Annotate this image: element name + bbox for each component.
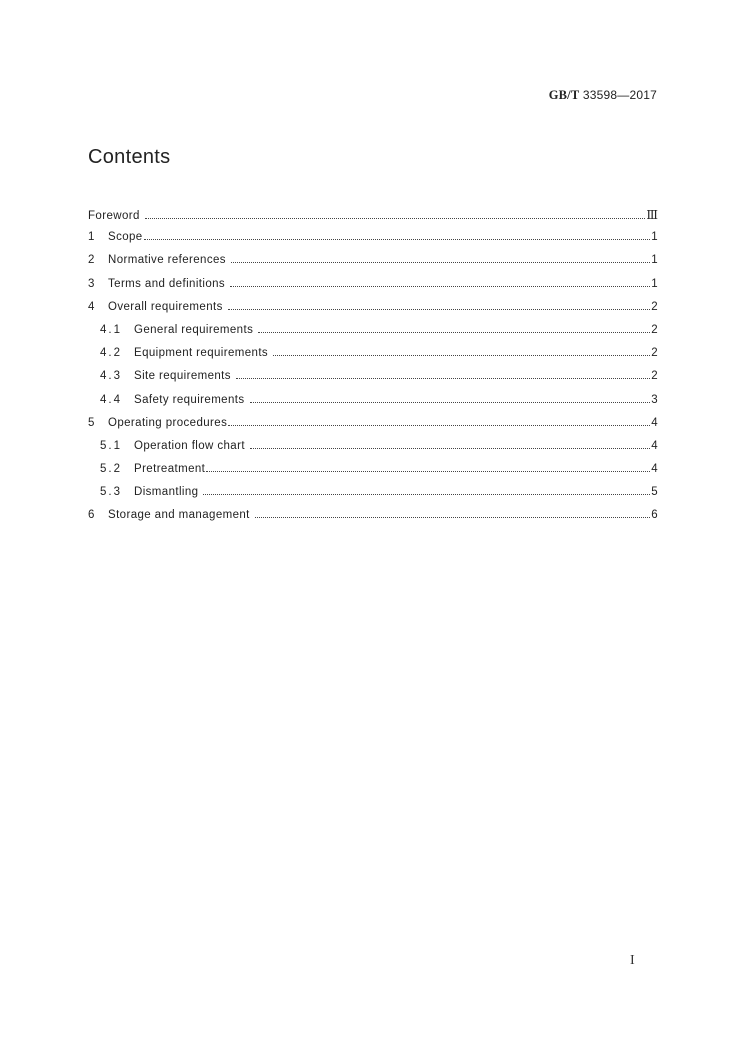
toc-entry-page: 5 xyxy=(651,486,658,499)
toc-entry-number: 5.2 xyxy=(100,463,122,476)
toc-entry-number: 4.4 xyxy=(100,393,122,406)
toc-entry-label: Overall requirements xyxy=(108,300,223,313)
toc-entry-number: 5.3 xyxy=(100,486,122,499)
dot-leader xyxy=(203,493,650,495)
toc-entry-label: Equipment requirements xyxy=(134,347,269,360)
toc-entry-5[interactable] xyxy=(88,417,658,440)
toc-entry-page: 2 xyxy=(651,347,658,360)
toc-entry-number: 5 xyxy=(88,416,95,429)
toc-entry-label: Terms and definitions xyxy=(108,277,226,290)
toc-entry-5-1[interactable] xyxy=(88,440,658,463)
toc-entry-number: 4.2 xyxy=(100,347,122,360)
dot-leader xyxy=(258,331,650,333)
dot-leader xyxy=(250,401,651,403)
toc-entry-page: 1 xyxy=(651,254,658,267)
toc-entry-number: 6 xyxy=(88,509,95,522)
dot-leader xyxy=(145,217,646,219)
toc-entry-1[interactable] xyxy=(88,231,658,254)
page-number: I xyxy=(630,953,635,968)
toc-entry-page: 2 xyxy=(651,300,658,313)
toc-entry-number: 5.1 xyxy=(100,439,122,452)
toc-entry-4[interactable] xyxy=(88,301,658,324)
toc-entry-number: 3 xyxy=(88,277,95,290)
dot-leader xyxy=(273,354,650,356)
toc-entry-page: 4 xyxy=(651,463,658,476)
toc-entry-number: 1 xyxy=(88,231,95,244)
dot-leader xyxy=(206,470,650,472)
standard-number: 33598—2017 xyxy=(582,88,657,102)
standard-prefix: GB/T xyxy=(548,88,580,102)
toc-entry-label: Pretreatment xyxy=(134,463,206,476)
toc-entry-label: Safety requirements xyxy=(134,393,245,406)
toc-entry-page: 6 xyxy=(651,509,658,522)
toc-entry-label: General requirements xyxy=(134,323,254,336)
toc-entry-label: Dismantling xyxy=(134,486,199,499)
dot-leader xyxy=(228,308,650,310)
toc-entry-page: 3 xyxy=(651,393,658,406)
toc-entry-foreword[interactable] xyxy=(88,208,658,231)
toc-entry-label: Scope xyxy=(108,231,143,244)
toc-entry-number: 4.3 xyxy=(100,370,122,383)
toc-entry-6[interactable] xyxy=(88,509,658,532)
toc-entry-2[interactable] xyxy=(88,254,658,277)
toc-entry-page: Ⅲ xyxy=(646,208,658,222)
toc-entry-label: Operation flow chart xyxy=(134,439,245,452)
toc-entry-label: Operating procedures xyxy=(108,416,228,429)
dot-leader xyxy=(250,447,650,449)
dot-leader xyxy=(228,424,650,426)
toc-entry-number: 4 xyxy=(88,300,95,313)
toc-entry-page: 2 xyxy=(651,323,658,336)
toc-entry-4-2[interactable] xyxy=(88,347,658,370)
toc-entry-number: 2 xyxy=(88,254,95,267)
toc-entry-label: Storage and management xyxy=(108,509,250,522)
page-title: Contents xyxy=(88,146,171,168)
toc-entry-number: 4.1 xyxy=(100,323,122,336)
toc-entry-4-1[interactable] xyxy=(88,324,658,347)
toc-entry-page: 4 xyxy=(651,416,658,429)
toc-entry-5-3[interactable] xyxy=(88,486,658,509)
toc-entry-4-3[interactable] xyxy=(88,370,658,393)
toc-entry-4-4[interactable] xyxy=(88,394,658,417)
dot-leader xyxy=(231,261,650,263)
toc-entry-label: Foreword xyxy=(88,210,140,222)
dot-leader xyxy=(255,516,650,518)
toc-entry-label: Site requirements xyxy=(134,370,231,383)
dot-leader xyxy=(144,238,651,240)
toc-entry-page: 1 xyxy=(651,277,658,290)
dot-leader xyxy=(236,377,650,379)
table-of-contents xyxy=(88,208,658,533)
standard-code xyxy=(549,88,657,103)
toc-entry-page: 4 xyxy=(651,439,658,452)
dot-leader xyxy=(230,285,650,287)
toc-entry-page: 2 xyxy=(651,370,658,383)
toc-entry-page: 1 xyxy=(651,231,658,244)
toc-entry-label: Normative references xyxy=(108,254,226,267)
toc-entry-5-2[interactable] xyxy=(88,463,658,486)
toc-entry-3[interactable] xyxy=(88,278,658,301)
